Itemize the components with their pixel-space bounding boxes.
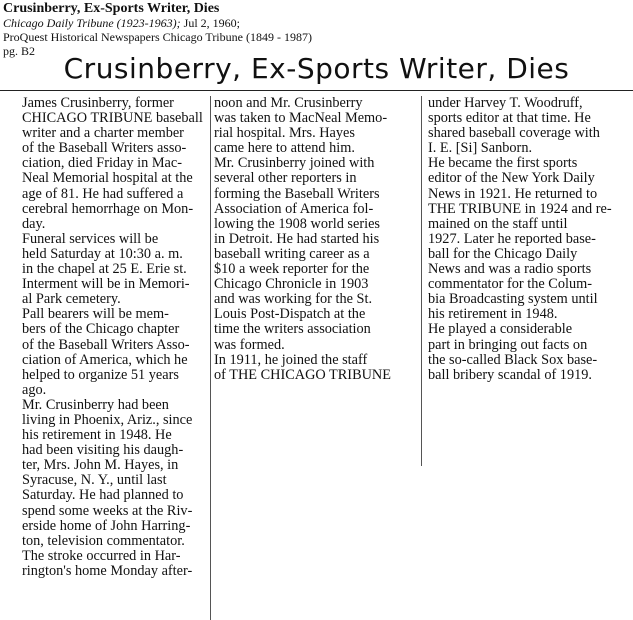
article-line: Neal Memorial hospital at the xyxy=(22,170,193,187)
article-line: The stroke occurred in Har- xyxy=(22,547,181,564)
column-divider-2 xyxy=(421,96,422,466)
article-line: commentator for the Colum- xyxy=(428,276,592,293)
newspaper-clipping xyxy=(0,46,633,620)
article-line: baseball writing career as a xyxy=(214,245,370,262)
article-headline: Crusinberry, Ex-Sports Writer, Dies xyxy=(63,52,570,85)
article-line: ton, television commentator. xyxy=(22,532,185,549)
article-line: day. xyxy=(22,215,46,232)
column-divider-1 xyxy=(210,96,211,620)
article-line: Louis Post-Dispatch at the xyxy=(214,306,366,323)
article-line: was formed. xyxy=(214,336,285,353)
article-line: In 1911, he joined the staff xyxy=(214,351,368,368)
article-line: News in 1921. He returned to xyxy=(428,185,598,202)
article-line: ago. xyxy=(22,381,47,398)
citation-publication: Chicago Daily Tribune (1923-1963); xyxy=(3,16,181,30)
article-line: his retirement in 1948. He xyxy=(22,427,172,444)
article-line: living in Phoenix, Ariz., since xyxy=(22,411,193,428)
article-line: part in bringing out facts on xyxy=(428,336,588,353)
article-line: CHICAGO TRIBUNE baseball xyxy=(22,110,203,127)
article-line: rial hospital. Mrs. Hayes xyxy=(214,125,355,142)
article-column-1 xyxy=(22,96,208,579)
article-line: bers of the Chicago chapter xyxy=(22,321,180,338)
article-column-3 xyxy=(428,96,626,383)
article-line: helped to organize 51 years xyxy=(22,366,179,383)
article-line: age of 81. He had suffered a xyxy=(22,185,184,202)
article-line: forming the Baseball Writers xyxy=(214,185,380,202)
article-line: time the writers association xyxy=(214,321,371,338)
citation-database: ProQuest Historical Newspapers Chicago Tribune (1849 - 1987) xyxy=(3,30,312,44)
article-line: Funeral services will be xyxy=(22,230,159,247)
article-line: editor of the New York Daily xyxy=(428,170,595,187)
article-line: spend some weeks at the Riv- xyxy=(22,502,193,519)
article-line: of the Baseball Writers asso- xyxy=(22,140,187,157)
article-line: and was working for the St. xyxy=(214,291,373,308)
article-line: Association of America fol- xyxy=(214,200,374,217)
citation-date: Jul 2, 1960; xyxy=(180,16,240,30)
article-line: was taken to MacNeal Memo- xyxy=(214,110,388,127)
article-line: writer and a charter member xyxy=(22,125,184,142)
article-line: the so-called Black Sox base- xyxy=(428,351,598,368)
article-line: shared baseball coverage with xyxy=(428,125,600,142)
article-line: Chicago Chronicle in 1903 xyxy=(214,276,369,293)
article-line: ball for the Chicago Daily xyxy=(428,245,578,262)
article-line: had been visiting his daugh- xyxy=(22,442,184,459)
article-line: noon and Mr. Crusinberry xyxy=(214,95,363,111)
article-line: $10 a week reporter for the xyxy=(214,261,370,278)
article-line: of THE CHICAGO TRIBUNE xyxy=(214,366,391,383)
article-line: News and was a radio sports xyxy=(428,261,592,278)
article-line: came here to attend him. xyxy=(214,140,355,157)
article-line: ciation of America, which he xyxy=(22,351,188,368)
article-line: He became the first sports xyxy=(428,155,578,172)
article-line: in Detroit. He had started his xyxy=(214,230,380,247)
article-line: bia Broadcasting system until xyxy=(428,291,598,308)
article-line: his retirement in 1948. xyxy=(428,306,558,323)
article-line: mained on the staff until xyxy=(428,215,568,232)
headline-rule xyxy=(0,90,633,91)
article-line: erside home of John Harring- xyxy=(22,517,191,534)
article-line: 1927. Later he reported base- xyxy=(428,230,596,247)
article-line: cerebral hemorrhage on Mon- xyxy=(22,200,194,217)
article-line: held Saturday at 10:30 a. m. xyxy=(22,245,183,262)
citation-page: pg. B2 xyxy=(3,44,36,58)
article-line: of the Baseball Writers Asso- xyxy=(22,336,190,353)
article-line: several other reporters in xyxy=(214,170,357,187)
article-line: ter, Mrs. John M. Hayes, in xyxy=(22,457,179,474)
article-line: Mr. Crusinberry had been xyxy=(22,396,169,413)
article-line: Syracuse, N. Y., until last xyxy=(22,472,167,489)
article-line: I. E. [Si] Sanborn. xyxy=(428,140,533,157)
article-line: ball bribery scandal of 1919. xyxy=(428,366,592,383)
article-line: rington's home Monday after- xyxy=(22,562,193,579)
article-line: Mr. Crusinberry joined with xyxy=(214,155,375,172)
article-line: under Harvey T. Woodruff, xyxy=(428,95,583,111)
article-line: al Park cemetery. xyxy=(22,291,121,308)
article-column-2 xyxy=(214,96,418,383)
article-line: THE TRIBUNE in 1924 and re- xyxy=(428,200,612,217)
article-line: Saturday. He had planned to xyxy=(22,487,184,504)
article-line: James Crusinberry, former xyxy=(22,95,174,111)
citation-title: Crusinberry, Ex-Sports Writer, Dies xyxy=(3,1,220,16)
article-line: He played a considerable xyxy=(428,321,573,338)
article-line: lowing the 1908 world series xyxy=(214,215,380,232)
article-line: Interment will be in Memori- xyxy=(22,276,190,293)
article-line: Pall bearers will be mem- xyxy=(22,306,169,323)
article-line: sports editor at that time. He xyxy=(428,110,591,127)
article-line: in the chapel at 25 E. Erie st. xyxy=(22,261,187,278)
citation-source xyxy=(3,16,312,30)
article-line: ciation, died Friday in Mac- xyxy=(22,155,183,172)
